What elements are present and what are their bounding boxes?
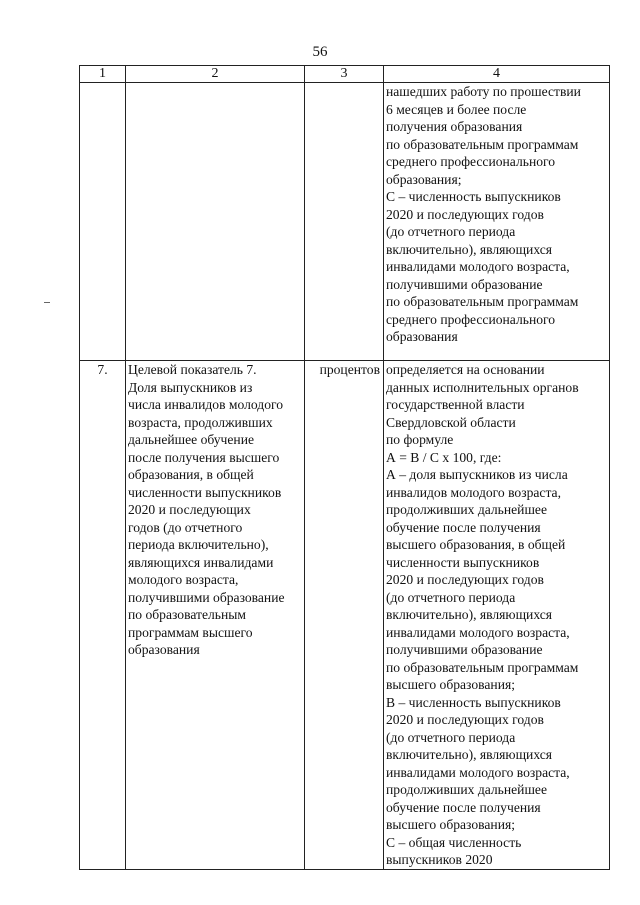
row7-method-line: обучение после получения [386,519,541,535]
row7-method-line: обучение после получения [386,799,541,815]
row7-method-line: получившими образование [386,642,543,657]
cont-method-line: среднего профессионального [386,154,556,169]
row7-method-line: инвалидов молодого возраста, [386,484,561,500]
cont-method-line: получения образования [386,119,523,134]
cont-method-line: среднего профессионального [386,311,556,327]
row7-method-line: по формуле [386,432,454,447]
cont-method-line: по образовательным программам [386,294,579,309]
row7-name-line: возраста, продолживших [128,414,273,430]
cont-method-line: инвалидами молодого возраста, [386,259,570,274]
row7-name-line: численности выпускников [128,484,282,500]
row7-name-line: Доля выпускников из [128,379,253,395]
row7-name-line: программам высшего [128,624,253,640]
cont-method-line: С – численность выпускников [386,189,561,204]
row7-name-line: годов (до отчетного [128,519,243,535]
row7-method-line: Свердловской области [386,414,516,430]
row7-method-line: продолживших дальнейшее [386,502,547,517]
row7-number: 7. [80,361,126,870]
row7-method-line: инвалидами молодого возраста, [386,764,570,780]
cont-name-cell [126,83,305,361]
row7-method-line: определяется на основании [386,362,545,377]
header-col-4: 4 [384,66,610,83]
row7-name-line: числа инвалидов молодого [128,397,284,412]
scan-mark [44,302,50,303]
row7-method-line: (до отчетного периода [386,729,516,745]
row7-method-line: продолживших дальнейшее [386,782,547,797]
row7-name-line: по образовательным [128,607,246,622]
row7-name-line: 2020 и последующих [128,502,251,517]
row7-method-line: государственной власти [386,397,525,412]
row7-name-line: образования, в общей [128,467,254,482]
row7-name-line: дальнейшее обучение [128,432,255,447]
row7-name-line: молодого возраста, [128,572,239,587]
row7-method-line: 2020 и последующих годов [386,572,544,587]
row7-method-line: выпускников 2020 [386,852,493,867]
cont-method-line: получившими образование [386,276,543,292]
cont-unit-cell [305,83,384,361]
cont-method-line: 2020 и последующих годов [386,206,544,222]
cont-method-line: по образовательным программам [386,136,579,152]
cont-method-cell [384,83,610,361]
row7-method-line: данных исполнительных органов [386,379,579,395]
row7-method-line: высшего образования; [386,817,516,832]
row7-name-line: получившими образование [128,589,285,605]
cont-method-line: нашедших работу по прошествии [386,84,581,99]
row7-unit: процентов [305,361,384,870]
row7-method-line: А = В / С х 100, где: [386,449,502,465]
row7-method-line: по образовательным программам [386,659,579,675]
header-col-3: 3 [305,66,384,83]
row7-method-line: включительно), являющихся [386,607,553,622]
header-col-1: 1 [80,66,126,83]
cont-method-line: образования [386,329,458,344]
indicator-table [79,65,610,870]
cont-method-line: 6 месяцев и более после [386,101,527,117]
row7-name-line: образования [128,642,200,657]
row7-calculation-method [384,361,610,870]
row7-name-line: после получения высшего [128,449,280,465]
row7-method-line: высшего образования; [386,677,516,692]
row7-method-line: включительно), являющихся [386,747,553,762]
cont-num-cell [80,83,126,361]
row7-name-line: Целевой показатель 7. [128,362,257,377]
row7-method-line: 2020 и последующих годов [386,712,544,727]
header-col-2: 2 [126,66,305,83]
table-row-continuation [80,83,610,361]
cont-method-line: образования; [386,171,462,187]
page-number: 56 [312,44,328,60]
row7-method-line: инвалидами молодого возраста, [386,624,570,640]
row7-method-line: высшего образования, в общей [386,537,566,552]
row7-name-line: периода включительно), [128,537,269,552]
cont-method-line: включительно), являющихся [386,241,553,257]
row7-method-line: численности выпускников [386,554,540,570]
row7-method-line: В – численность выпускников [386,694,561,710]
row7-indicator-name [126,361,305,870]
row7-method-line: (до отчетного периода [386,589,516,605]
table-row-7 [80,361,610,870]
row7-method-line: С – общая численность [386,834,522,850]
row7-method-line: А – доля выпускников из числа [386,467,568,482]
cont-method-line: (до отчетного периода [386,224,516,239]
table-header-row [80,66,610,83]
row7-name-line: являющихся инвалидами [128,554,274,570]
